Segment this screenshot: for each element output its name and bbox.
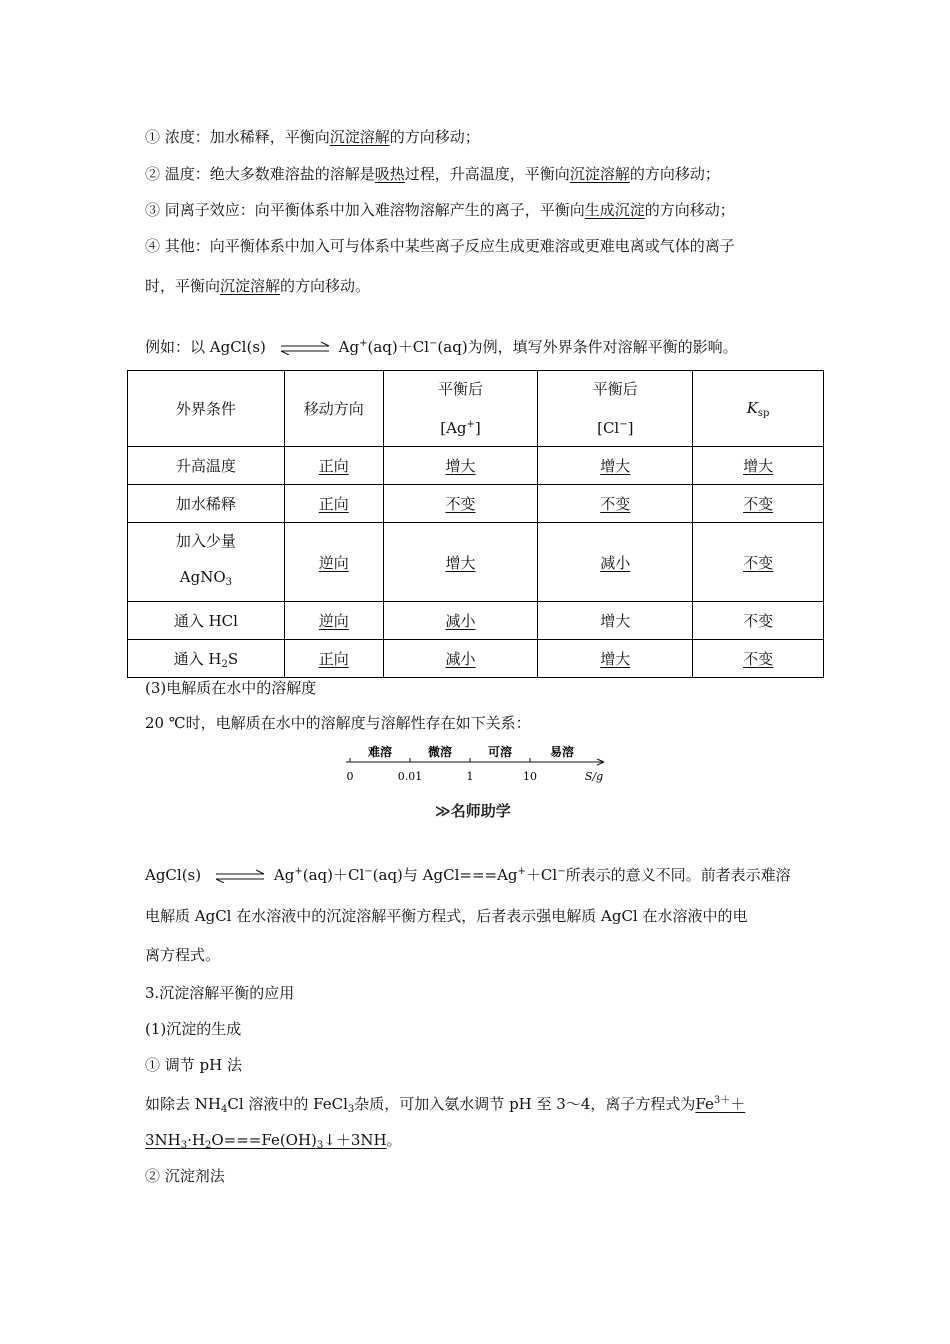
factor-common-ion	[145, 200, 735, 220]
text	[128, 559, 284, 601]
text: [Cl	[597, 419, 620, 437]
superscript: +	[517, 866, 526, 877]
subscript: 2	[221, 658, 228, 670]
text: O===Fe(OH)	[211, 1131, 317, 1149]
text: 所表示的意义不同。前者表示难溶	[565, 866, 791, 884]
answer-blank: 增大	[600, 650, 631, 668]
table-row	[128, 640, 824, 678]
answer-blank: 减小	[600, 553, 631, 572]
cell-ksp: 不变	[693, 602, 824, 640]
text: ① 浓度：加水稀释，平衡向	[145, 128, 330, 146]
answer-blank: 正向	[318, 495, 349, 513]
scale-label-slightly: 微溶	[427, 745, 453, 759]
text: ＋	[730, 1095, 746, 1113]
answer-blank: 沉淀溶解	[329, 128, 390, 146]
text: 的方向移动；	[389, 128, 480, 146]
text: ·H	[187, 1131, 205, 1149]
answer-blank: 生成沉淀	[584, 201, 645, 219]
text: ]	[627, 419, 634, 437]
text: AgNO	[179, 568, 226, 586]
equilibrium-arrow-icon	[214, 869, 266, 883]
scale-tick-1: 0.01	[397, 770, 423, 783]
scale-label-insoluble: 难溶	[367, 745, 393, 759]
scale-tick-3: 10	[523, 770, 537, 783]
tip-heading: ≫名师助学	[435, 802, 511, 820]
text: 加入少量	[175, 532, 236, 550]
factor-concentration	[145, 127, 480, 147]
answer-blank: 沉淀溶解	[220, 277, 281, 295]
note-line1	[145, 862, 791, 885]
cell-direction	[284, 485, 383, 523]
app-example-line1	[145, 1091, 745, 1120]
answer-blank: 增大	[445, 457, 476, 475]
example-line	[145, 334, 738, 357]
header-cl	[538, 371, 693, 447]
subscript: 4	[220, 1104, 228, 1115]
section-intro: 20 ℃时，电解质在水中的溶解度与溶解性存在如下关系：	[145, 714, 531, 732]
answer-blank: 吸热	[374, 165, 405, 183]
superscript: +	[294, 866, 303, 877]
table-row	[128, 447, 824, 485]
answer-blank: 不变	[445, 495, 476, 513]
header-ag	[383, 371, 538, 447]
text: 通入 H	[173, 649, 222, 668]
answer-blank: 沉淀溶解	[569, 165, 630, 183]
text: Ag	[338, 338, 360, 356]
cell-condition	[128, 640, 285, 678]
answer-blank: 增大	[445, 553, 476, 572]
text: 如除去 NH	[145, 1095, 221, 1113]
cell-ag	[383, 640, 538, 678]
answer-blank: 不变	[743, 650, 774, 668]
text: ↓＋3NH	[323, 1131, 387, 1149]
cell-cl: 增大	[538, 602, 693, 640]
cell-condition: 加水稀释	[128, 485, 285, 523]
cell-cl	[538, 447, 693, 485]
text: ＋Cl	[525, 866, 558, 884]
cell-ksp	[693, 447, 824, 485]
answer-blank: 不变	[600, 495, 631, 513]
cell-ag	[383, 485, 538, 523]
cell-cl	[538, 485, 693, 523]
cell-direction	[284, 523, 383, 602]
scale-label-very: 易溶	[549, 745, 575, 759]
text: 。	[386, 1131, 402, 1149]
text: ④ 其他：向平衡体系中加入可与体系中某些离子反应生成更难溶或更难电离或气体的离子	[145, 237, 735, 255]
table-row	[128, 602, 824, 640]
answer-blank: 正向	[318, 650, 349, 668]
text: 杂质，可加入氨水调节 pH 至 3～4，离子方程式为	[354, 1095, 696, 1113]
header-condition: 外界条件	[128, 371, 285, 447]
answer-blank: 减小	[445, 612, 476, 630]
text: 3NH	[145, 1131, 181, 1149]
text: ]	[474, 419, 481, 437]
header-ag-top: 平衡后	[438, 380, 484, 398]
text: (aq)＋Cl	[367, 338, 430, 356]
answer-blank: 增大	[743, 457, 774, 475]
superscript: +	[466, 419, 475, 430]
cell-ag	[383, 447, 538, 485]
scale-tick-2: 1	[466, 770, 474, 783]
answer-blank: 减小	[445, 650, 476, 668]
cell-ksp	[693, 640, 824, 678]
cell-condition: 通入 HCl	[128, 602, 285, 640]
header-ag-bottom	[384, 407, 538, 446]
text: [Ag	[440, 419, 467, 437]
conditions-table	[127, 370, 824, 678]
text: (aq)为例，填写外界条件对溶解平衡的影响。	[437, 338, 738, 356]
table-header-row	[128, 371, 824, 447]
note-line3: 离方程式。	[145, 946, 221, 964]
app-method-precipitant: ② 沉淀剂法	[145, 1167, 225, 1185]
cell-direction	[284, 447, 383, 485]
text: AgCl(s)	[145, 866, 202, 884]
header-cl-bottom	[538, 407, 692, 446]
factor-other-line1	[145, 236, 735, 256]
text: (aq)与 AgCl===Ag	[372, 866, 518, 884]
cell-cl	[538, 640, 693, 678]
cell-direction	[284, 602, 383, 640]
text: (aq)＋Cl	[302, 866, 365, 884]
cell-ag	[383, 523, 538, 602]
app-method-ph: ① 调节 pH 法	[145, 1056, 242, 1074]
cell-ksp	[693, 485, 824, 523]
cell-ksp	[693, 523, 824, 602]
subscript: 3	[347, 1104, 355, 1115]
factor-other-line2	[145, 276, 370, 296]
subscript: sp	[757, 407, 770, 419]
section-title: (3)电解质在水中的溶解度	[145, 679, 317, 697]
table-row	[128, 523, 824, 602]
text: 过程，升高温度，平衡向	[404, 165, 570, 183]
header-ksp	[693, 371, 824, 447]
header-cl-top: 平衡后	[592, 380, 638, 398]
text: Fe	[695, 1095, 714, 1113]
text: K	[746, 398, 758, 417]
header-direction: 移动方向	[284, 371, 383, 447]
cell-cl	[538, 523, 693, 602]
superscript: 3＋	[713, 1095, 731, 1106]
superscript: −	[429, 338, 438, 349]
text: 例如：以 AgCl(s)	[145, 338, 266, 356]
app-example-line2	[145, 1130, 402, 1156]
scale-tick-0: 0	[346, 770, 354, 783]
text: S	[227, 649, 239, 668]
answer-blank	[145, 1131, 387, 1149]
cell-direction	[284, 640, 383, 678]
equilibrium-arrow-icon	[279, 341, 331, 355]
answer-blank: 逆向	[318, 612, 349, 630]
text: ③ 同离子效应：向平衡体系中加入难溶物溶解产生的离子，平衡向	[145, 201, 585, 219]
text: Cl 溶液中的 FeCl	[227, 1095, 348, 1113]
cell-ag	[383, 602, 538, 640]
superscript: −	[619, 419, 628, 430]
subscript: 3	[225, 577, 233, 588]
app-title: 3.沉淀溶解平衡的应用	[145, 984, 295, 1002]
text: 时，平衡向	[145, 277, 221, 295]
text: 的方向移动；	[629, 165, 720, 183]
answer-blank: 增大	[600, 457, 631, 475]
cell-condition: 升高温度	[128, 447, 285, 485]
superscript: −	[364, 866, 373, 877]
superscript: +	[359, 338, 368, 349]
answer-blank: 不变	[743, 495, 774, 513]
scale-label-soluble: 可溶	[487, 745, 513, 759]
subscript: 3	[316, 1140, 324, 1151]
app-subtitle: (1)沉淀的生成	[145, 1020, 242, 1038]
superscript: −	[557, 866, 566, 877]
answer-blank: 不变	[743, 553, 774, 572]
subscript: 3	[180, 1140, 188, 1151]
note-line2: 电解质 AgCl 在水溶液中的沉淀溶解平衡方程式，后者表示强电解质 AgCl 在水溶液中的电	[145, 907, 748, 925]
answer-blank: 逆向	[318, 553, 349, 572]
subscript: 2	[204, 1140, 212, 1151]
scale-axis-label: S/g	[584, 770, 604, 783]
answer-blank: 正向	[318, 457, 349, 475]
solubility-scale	[342, 742, 612, 788]
cell-condition	[128, 523, 285, 602]
text: 的方向移动；	[644, 201, 735, 219]
table-row	[128, 485, 824, 523]
text: Ag	[273, 866, 295, 884]
factor-temperature	[145, 164, 720, 184]
text: 的方向移动。	[280, 277, 371, 295]
answer-blank	[695, 1095, 745, 1113]
text: ② 温度：绝大多数难溶盐的溶解是	[145, 165, 375, 183]
